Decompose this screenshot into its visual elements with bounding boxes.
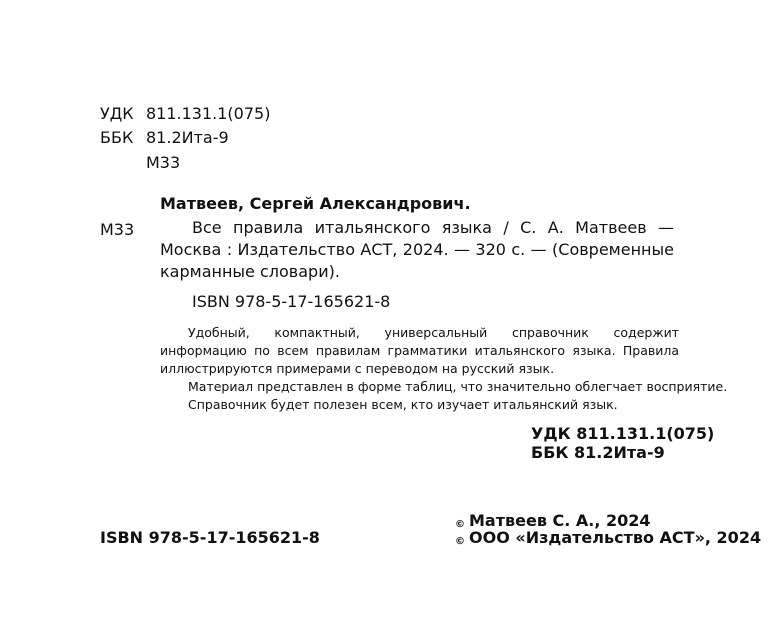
udk-value: 811.131.1(075) (146, 104, 271, 123)
footer-isbn: ISBN 978-5-17-165621-8 (100, 528, 320, 547)
udk-label: УДК (100, 104, 134, 123)
copyright-publisher: ООО «Издательство АСТ», 2024 (469, 528, 762, 547)
bbk-value: 81.2Ита-9 (146, 128, 229, 147)
annotation-paragraph-2: Материал представлен в форме таблиц, что значительно облегчает восприятие. (188, 379, 728, 394)
bibliographic-description: Все правила итальянского языка / С. А. Матвеев — Москва : Издательство АСТ, 2024. — 320 с. — (Современные карманные словари). (160, 218, 674, 281)
record-isbn: ISBN 978-5-17-165621-8 (192, 292, 391, 311)
annotation-paragraph-3: Справочник будет полезен всем, кто изучает итальянский язык. (188, 397, 618, 412)
bbk-bold: ББК 81.2Ита-9 (531, 443, 665, 462)
copyright-sign: © (455, 519, 465, 530)
udk-bold: УДК 811.131.1(075) (531, 424, 715, 443)
copyright-publisher-line (455, 528, 761, 552)
author-mark: М33 (146, 153, 181, 172)
author-heading: Матвеев, Сергей Александрович. (160, 194, 471, 213)
copyright-sign: © (455, 536, 465, 547)
annotation-paragraph-1: Удобный, компактный, универсальный справочник содержит информацию по всем правилам грамматики итальянского языка. Правила иллюстрируются примерами с переводом на русский язык. (160, 325, 679, 376)
left-author-mark: М33 (100, 220, 135, 239)
copyright-author: Матвеев С. А., 2024 (469, 511, 651, 530)
bbk-label: ББК (100, 128, 134, 147)
